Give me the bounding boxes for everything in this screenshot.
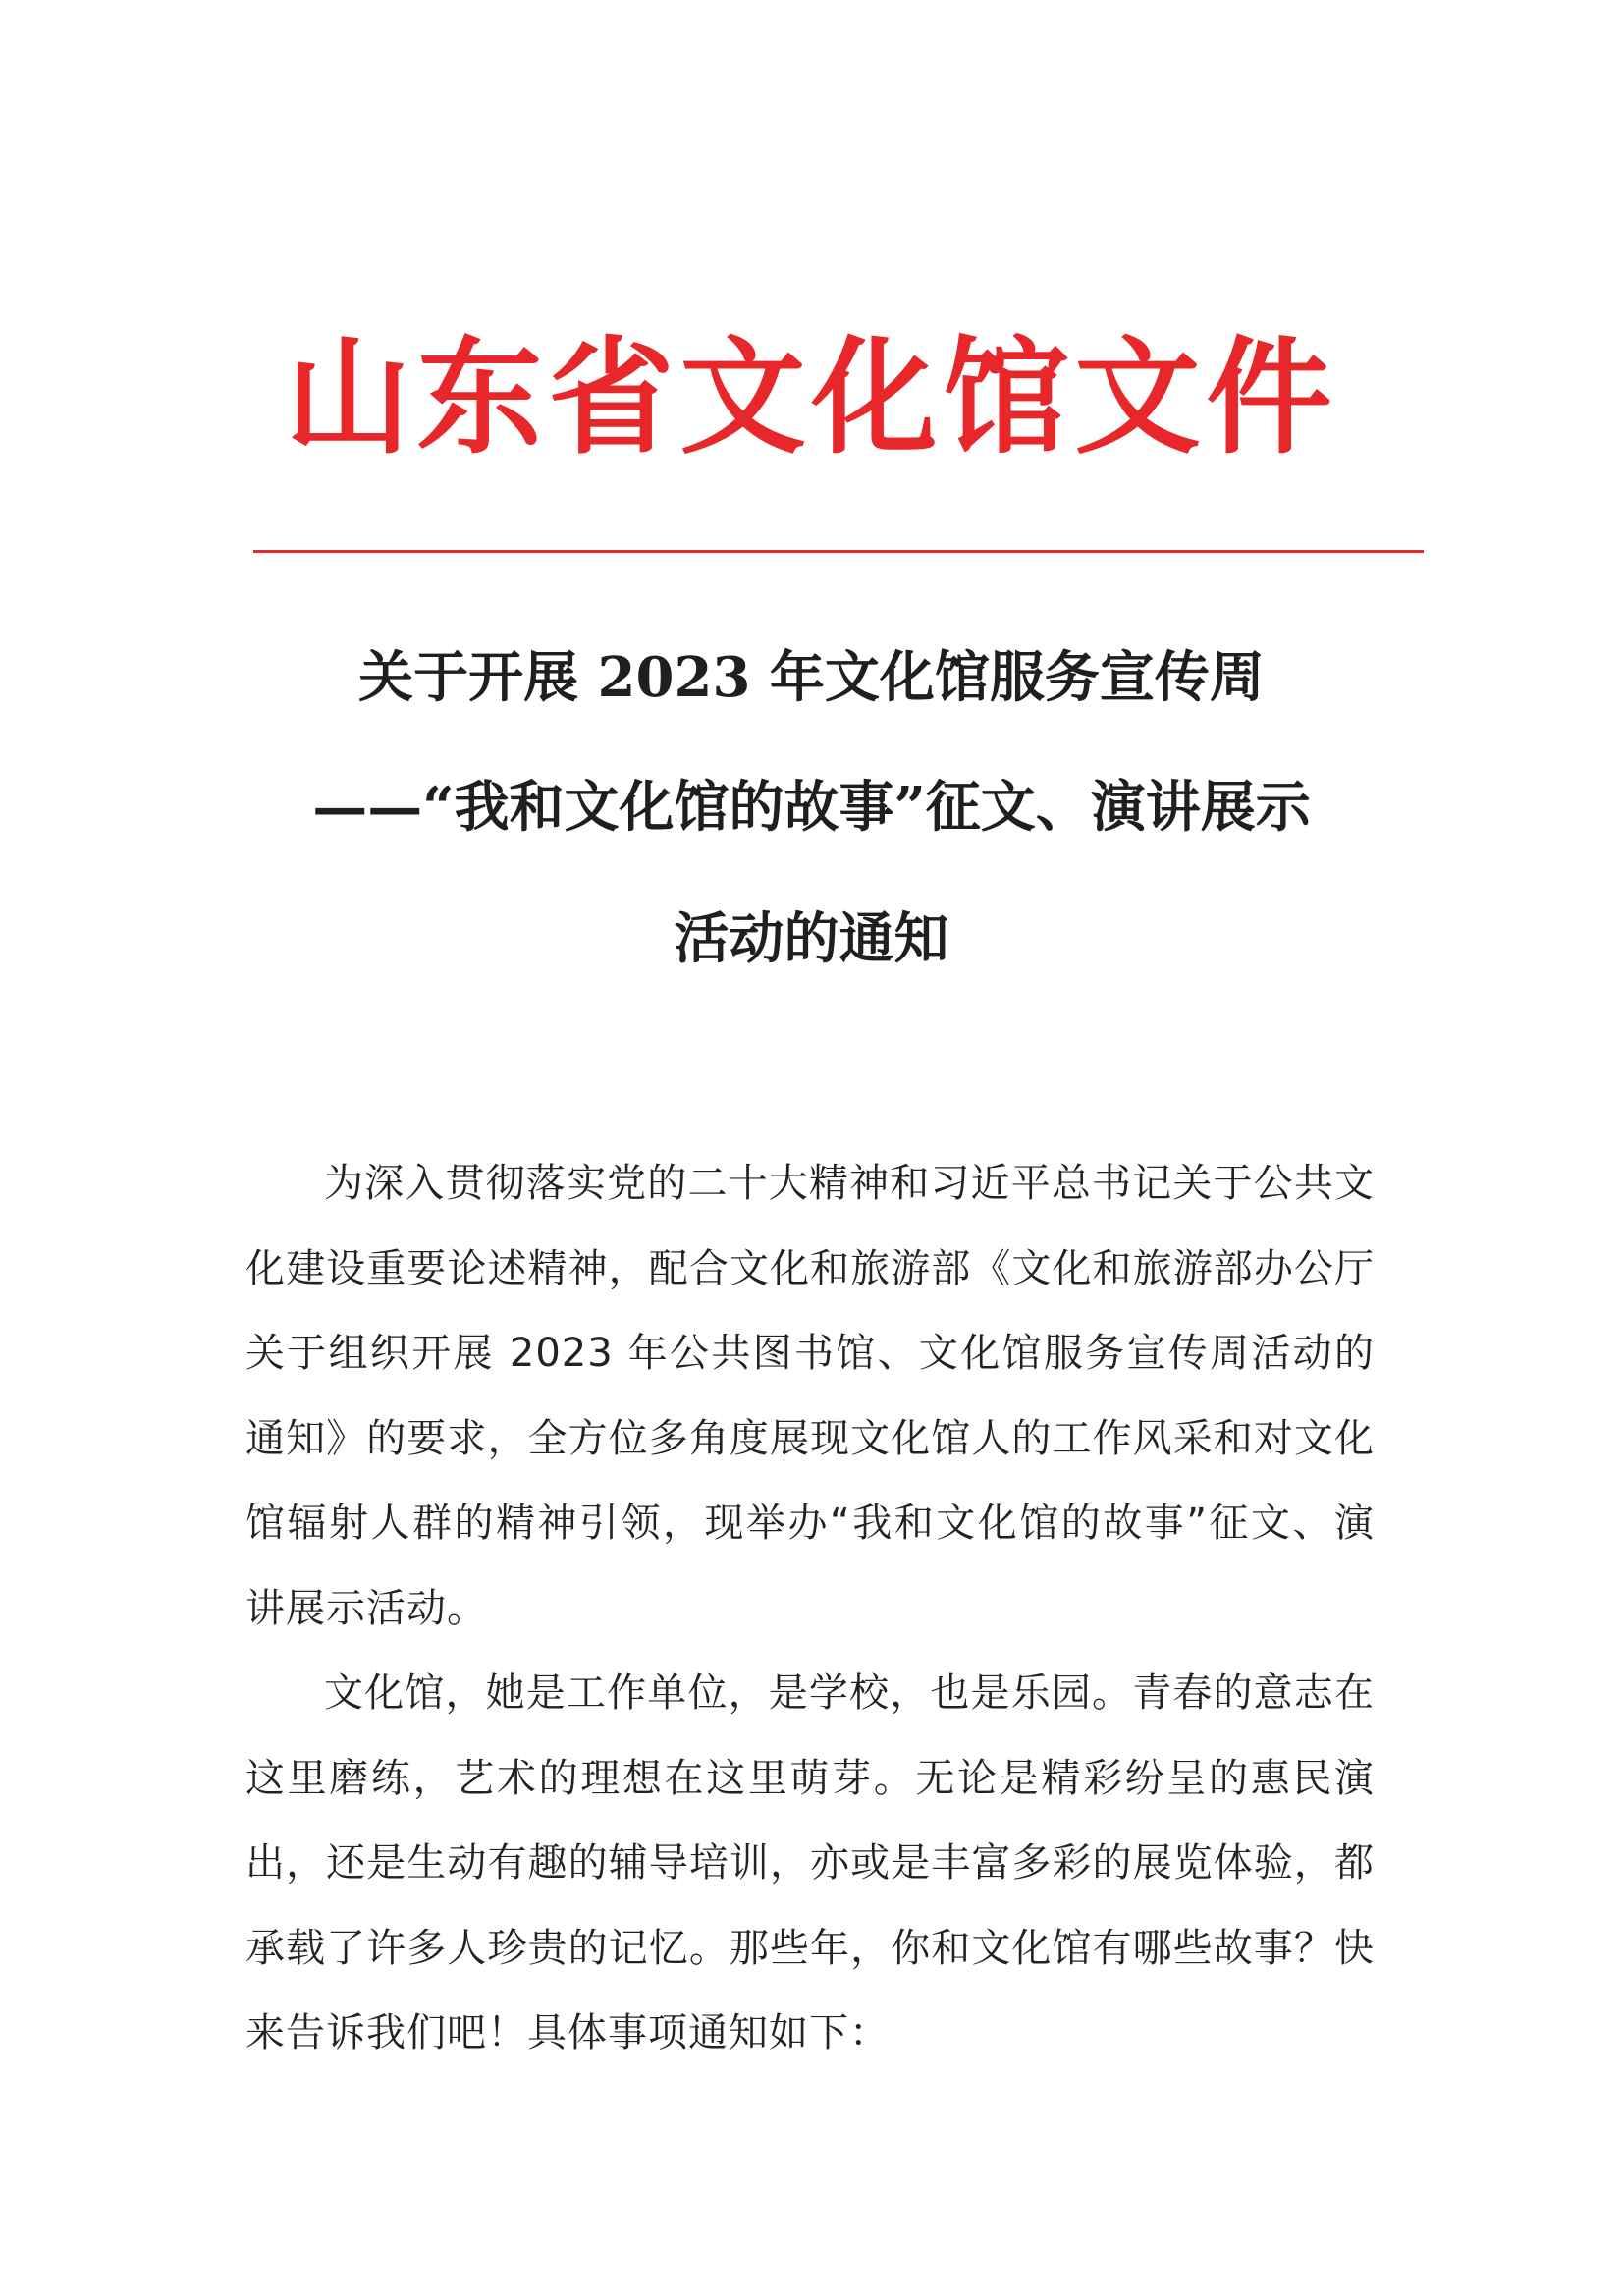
- title-line-3: 活动的通知: [674, 906, 949, 971]
- document-masthead: 山东省文化馆文件: [285, 324, 1338, 471]
- body-paragraph: 为深入贯彻落实党的二十大精神和习近平总书记关于公共文化建设重要论述精神，配合文化和旅游部《文化和旅游部办公厅关于组织开展 2023 年公共图书馆、文化馆服务宣传周活动的通知》的要求，全方位多角度展现文化馆人的工作风采和对文化馆辐射人群的精神引领，现举办“我和文化馆的故事”征文、演讲展示活动。: [245, 1161, 1375, 1631]
- title-line-1: 关于开展 2023 年文化馆服务宣传周: [358, 645, 1265, 710]
- title-line-2: ——“我和文化馆的故事”征文、演讲展示: [312, 775, 1311, 840]
- body-paragraph: 文化馆，她是工作单位，是学校，也是乐园。青春的意志在这里磨练，艺术的理想在这里萌芽。无论是精彩纷呈的惠民演出，还是生动有趣的辅导培训，亦或是丰富多彩的展览体验，都承载了许多人珍贵的记忆。那些年，你和文化馆有哪些故事？快来告诉我们吧！具体事项通知如下：: [245, 1670, 1375, 2055]
- masthead-red-divider: [253, 550, 1424, 553]
- document-body: [245, 1141, 1375, 2076]
